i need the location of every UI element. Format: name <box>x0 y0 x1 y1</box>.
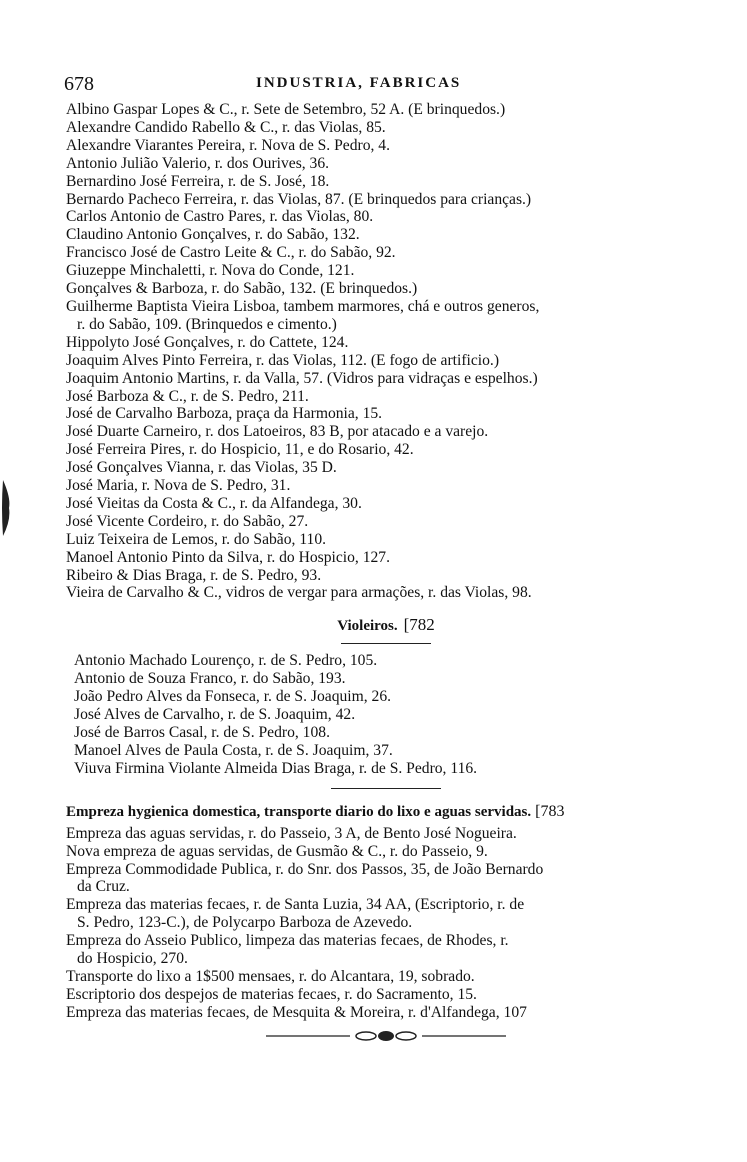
ornamental-tailpiece <box>266 1030 506 1042</box>
entry-text: José Maria, r. Nova de S. Pedro, 31. <box>66 477 291 495</box>
entry-text: Ribeiro & Dias Braga, r. de S. Pedro, 93. <box>66 566 322 584</box>
entry-text: Giuzeppe Minchaletti, r. Nova do Conde, 121. <box>66 262 355 280</box>
directory-entry <box>66 352 706 370</box>
directory-entry <box>66 477 706 495</box>
directory-entry <box>66 825 706 843</box>
directory-entry <box>66 843 706 861</box>
entry-text: Antonio de Souza Franco, r. do Sabão, 193. <box>74 670 346 688</box>
entry-text: Empreza Commodidade Publica, r. do Snr. dos Passos, 35, de João Bernardo <box>66 860 544 878</box>
directory-entry <box>66 423 706 441</box>
margin-blot-mark <box>0 478 12 538</box>
directory-entry <box>66 155 706 173</box>
entry-text: Hippolyto José Gonçalves, r. do Cattete, 124. <box>66 333 349 351</box>
entry-text: Bernardo Pacheco Ferreira, r. das Violas, 87. (E brinquedos para crianças.) <box>66 190 532 208</box>
entry-text: José Barboza & C., r. de S. Pedro, 211. <box>66 387 309 405</box>
directory-entry <box>74 652 706 670</box>
directory-entry <box>66 549 706 567</box>
directory-entry <box>66 861 706 897</box>
directory-entry <box>66 208 706 226</box>
page-header <box>64 73 704 97</box>
directory-entry <box>66 405 706 423</box>
entry-text: José de Carvalho Barboza, praça da Harmonia, 15. <box>66 405 383 423</box>
directory-entry <box>74 706 706 724</box>
directory-entry <box>66 370 706 388</box>
entry-text: José Vicente Cordeiro, r. do Sabão, 27. <box>66 512 309 530</box>
entry-text: Claudino Antonio Gonçalves, r. do Sabão, 132. <box>66 226 360 244</box>
entry-text: Alexandre Candido Rabello & C., r. das Violas, 85. <box>66 118 386 136</box>
entry-text: Empreza das materias fecaes, de Mesquita & Moreira, r. d'Alfandega, 107 <box>66 1003 527 1021</box>
directory-entry <box>66 459 706 477</box>
directory-entry <box>66 137 706 155</box>
section-divider-rule <box>331 788 441 789</box>
section-empreza-list <box>66 825 706 1022</box>
entry-text: Empreza das aguas servidas, r. do Passeio, 3 A, de Bento José Nogueira. <box>66 824 517 842</box>
entry-text: Transporte do lixo a 1$500 mensaes, r. do Alcantara, 19, sobrado. <box>66 967 475 985</box>
directory-entry <box>66 896 706 932</box>
entry-text: Manoel Alves de Paula Costa, r. de S. Joaquim, 37. <box>74 741 393 759</box>
directory-entry <box>66 388 706 406</box>
entry-text: Gonçalves & Barboza, r. do Sabão, 132. (E brinquedos.) <box>66 280 418 298</box>
directory-entry <box>66 191 706 209</box>
page-number: 678 <box>64 73 94 95</box>
directory-entry <box>66 567 706 585</box>
directory-body <box>66 101 706 1047</box>
entry-text: João Pedro Alves da Fonseca, r. de S. Joaquim, 26. <box>74 688 392 706</box>
section-heading-text: Violeiros. <box>337 618 398 635</box>
section-violeiros-list <box>66 652 706 777</box>
entry-text: Manoel Antonio Pinto da Silva, r. do Hospicio, 127. <box>66 548 390 566</box>
section-heading-violeiros <box>66 616 706 644</box>
directory-entry <box>66 968 706 986</box>
heading-rule <box>341 643 431 644</box>
directory-entry <box>74 670 706 688</box>
entry-text: José Gonçalves Vianna, r. das Violas, 35 D. <box>66 459 337 477</box>
directory-entry <box>66 334 706 352</box>
section-heading-text: Empreza hygienica domestica, transporte diario do lixo e aguas servidas. <box>66 803 532 820</box>
directory-entry <box>66 173 706 191</box>
entry-text: José de Barros Casal, r. de S. Pedro, 108. <box>74 724 330 741</box>
entry-text: Antonio Machado Lourenço, r. de S. Pedro, 105. <box>74 652 378 670</box>
entry-text: Carlos Antonio de Castro Pares, r. das Violas, 80. <box>66 208 374 226</box>
directory-entry <box>66 262 706 280</box>
entry-continuation: do Hospicio, 270. <box>77 950 188 968</box>
entry-text: Vieira de Carvalho & C., vidros de vergar para armações, r. das Violas, 98. <box>66 584 532 602</box>
directory-entry <box>66 441 706 459</box>
entry-text: Escriptorio dos despejos de materias fecaes, r. do Sacramento, 15. <box>66 985 477 1003</box>
section-ref-number: [783 <box>535 802 565 820</box>
directory-entry <box>66 101 706 119</box>
directory-entry <box>66 244 706 262</box>
directory-entry <box>74 760 706 778</box>
entry-text: Alexandre Viarantes Pereira, r. Nova de S. Pedro, 4. <box>66 136 390 154</box>
directory-entry <box>66 280 706 298</box>
entry-text: Viuva Firmina Violante Almeida Dias Braga, r. de S. Pedro, 116. <box>74 759 478 777</box>
directory-entry <box>74 688 706 706</box>
entry-text: Joaquim Antonio Martins, r. da Valla, 57. (Vidros para vidraças e espelhos.) <box>66 369 538 387</box>
entry-text: Guilherme Baptista Vieira Lisboa, tambem marmores, chá e outros generos, <box>66 297 540 315</box>
running-title: INDUSTRIA, FABRICAS <box>256 75 462 91</box>
entry-text: Empreza do Asseio Publico, limpeza das materias fecaes, de Rhodes, r. <box>66 932 509 950</box>
directory-entry <box>66 119 706 137</box>
directory-entry <box>66 932 706 968</box>
entry-text: Nova empreza de aguas servidas, de Gusmão & C., r. do Passeio, 9. <box>66 842 488 860</box>
directory-entry <box>66 531 706 549</box>
section-heading-empreza-hygienica <box>66 803 706 821</box>
directory-entry <box>66 513 706 531</box>
entry-text: Francisco José de Castro Leite & C., r. do Sabão, 92. <box>66 244 396 262</box>
entry-text: Luiz Teixeira de Lemos, r. do Sabão, 110. <box>66 530 327 548</box>
entry-text: José Duarte Carneiro, r. dos Latoeiros, 83 B, por atacado e a varejo. <box>66 423 489 441</box>
entry-text: Bernardino José Ferreira, r. de S. José, 18. <box>66 172 330 190</box>
entry-text: Antonio Julião Valerio, r. dos Ourives, 36. <box>66 154 330 172</box>
entry-continuation: S. Pedro, 123-C.), de Polycarpo Barboza de Azevedo. <box>77 914 413 932</box>
entry-text: Empreza das materias fecaes, r. de Santa Luzia, 34 AA, (Escriptorio, r. de <box>66 896 525 914</box>
directory-entry <box>74 724 706 742</box>
directory-entry <box>74 742 706 760</box>
entry-text: Joaquim Alves Pinto Ferreira, r. das Violas, 112. (E fogo de artificio.) <box>66 351 500 369</box>
directory-entry <box>66 298 706 334</box>
directory-entry <box>66 1004 706 1022</box>
directory-entry <box>66 495 706 513</box>
entry-continuation: r. do Sabão, 109. (Brinquedos e cimento.) <box>77 315 337 333</box>
section-ref-number: [782 <box>403 615 435 635</box>
entry-text: José Ferreira Pires, r. do Hospicio, 11, e do Rosario, 42. <box>66 441 414 459</box>
directory-entry <box>66 986 706 1004</box>
entry-text: José Alves de Carvalho, r. de S. Joaquim, 42. <box>74 706 356 724</box>
directory-entry <box>66 226 706 244</box>
section-fabricas-list <box>66 101 706 602</box>
entry-continuation: da Cruz. <box>77 878 130 896</box>
entry-text: José Vieitas da Costa & C., r. da Alfandega, 30. <box>66 494 362 512</box>
directory-entry <box>66 584 706 602</box>
entry-text: Albino Gaspar Lopes & C., r. Sete de Setembro, 52 A. (E brinquedos.) <box>66 101 506 118</box>
